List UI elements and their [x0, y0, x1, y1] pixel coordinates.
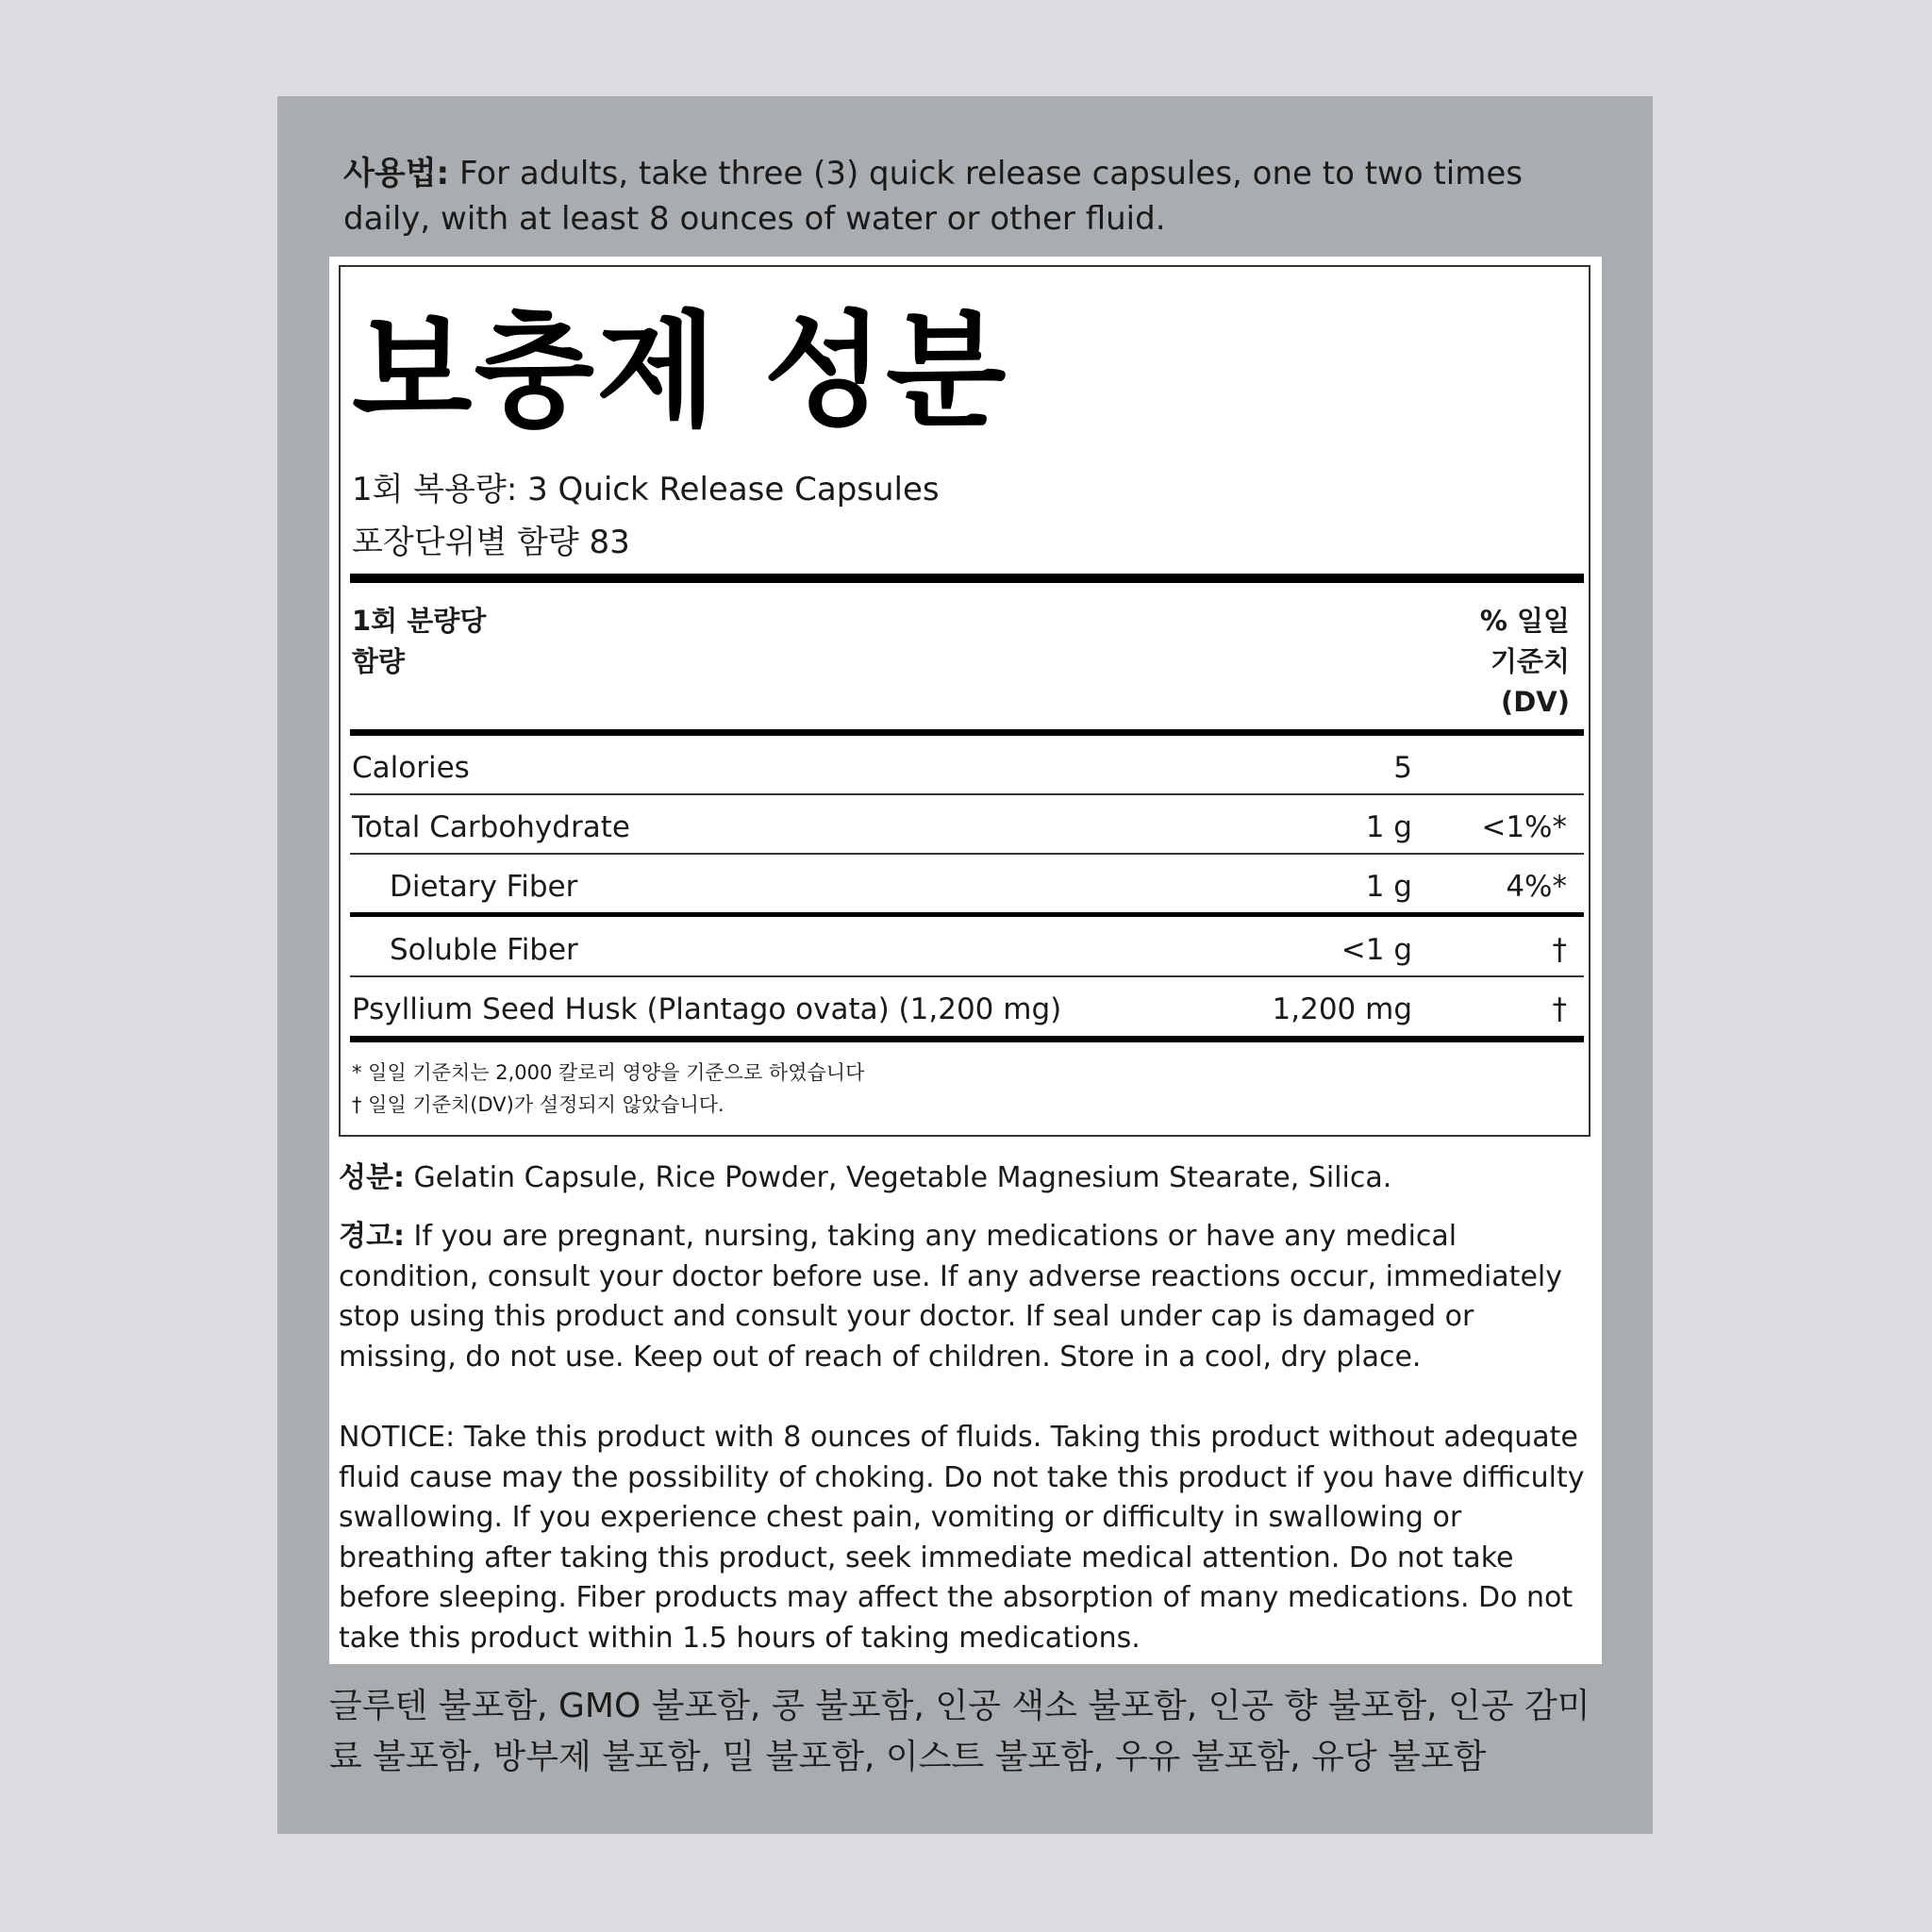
nutrient-name: Calories	[352, 751, 470, 785]
nutrient-amount: 1 g	[1365, 870, 1412, 904]
warning-label: 경고:	[339, 1220, 405, 1253]
facts-row	[350, 858, 1584, 916]
thick-divider-top	[350, 574, 1584, 583]
nutrient-dv: 4%*	[1506, 870, 1567, 904]
directions	[343, 151, 1598, 242]
nutrient-amount: 1 g	[1365, 810, 1412, 844]
header-left-line2: 함량	[352, 645, 406, 677]
supplement-facts-box	[339, 265, 1591, 1137]
nutrient-name: Psyllium Seed Husk (Plantago ovata) (1,200 mg)	[352, 992, 1062, 1026]
row-divider	[350, 793, 1584, 795]
warning-text: If you are pregnant, nursing, taking any medications or have any medical condition, consult your doctor before use. If any adverse reactions occur, immediately stop using this product and consult your doctor. If seal under cap is damaged or missing, do not use. Keep out of reach of children. Store in a cool, dry place.	[339, 1220, 1562, 1374]
footnote-daily-value: * 일일 기준치는 2,000 칼로리 영양을 기준으로 하였습니다	[352, 1061, 865, 1084]
facts-title: 보충제 성분	[352, 299, 1008, 444]
ingredients	[339, 1158, 1593, 1199]
header-right-line2: 기준치	[1490, 645, 1570, 677]
ingredients-label: 성분:	[339, 1161, 405, 1194]
nutrient-name: Dietary Fiber	[390, 870, 578, 904]
thick-divider-header	[350, 729, 1584, 736]
nutrient-amount: <1 g	[1341, 933, 1412, 967]
nutrient-amount: 5	[1393, 751, 1412, 785]
free-from-statement: 글루텐 불포함, GMO 불포함, 콩 불포함, 인공 색소 불포함, 인공 향 불포함, 인공 감미료 불포함, 방부제 불포함, 밀 불포함, 이스트 불포함, 우유 불포함, 유당 불포함	[329, 1687, 1591, 1776]
notice: NOTICE: Take this product with 8 ounces of fluids. Taking this product without adequate fluid cause may the possibility of choking. Do not take this product if you have difficulty swallowing. If you experience chest pain, vomiting or difficulty in swallowing or breathing after taking this product, seek immediate medical attention. Do not take before sleeping. Fiber products may affect the absorption of many medications. Do not take this product within 1.5 hours of taking medications.	[339, 1421, 1585, 1655]
header-right-line3: (DV)	[1500, 686, 1570, 718]
nutrient-name: Total Carbohydrate	[352, 810, 630, 844]
amount-per-serving-header	[352, 601, 486, 682]
daily-value-header	[1480, 601, 1570, 723]
warning	[339, 1217, 1593, 1377]
facts-row	[350, 739, 1584, 797]
thick-divider-bottom	[350, 1036, 1584, 1042]
footnote-not-established: † 일일 기준치(DV)가 설정되지 않았습니다.	[352, 1093, 724, 1116]
directions-text: For adults, take three (3) quick release capsules, one to two times daily, with at least 8 ounces of water or other fluid.	[343, 155, 1523, 238]
row-divider	[350, 853, 1584, 855]
header-left-line1: 1회 분량당	[352, 605, 487, 637]
serving-size: 1회 복용량: 3 Quick Release Capsules	[352, 471, 940, 508]
nutrient-dv: †	[1552, 933, 1567, 967]
header-right-line1: % 일일	[1479, 605, 1570, 637]
facts-row	[350, 921, 1584, 979]
servings-per-container: 포장단위별 함량 83	[352, 524, 630, 561]
facts-row	[350, 980, 1584, 1039]
nutrient-amount: 1,200 mg	[1272, 992, 1412, 1026]
facts-row	[350, 798, 1584, 857]
row-divider	[350, 975, 1584, 977]
ingredients-text: Gelatin Capsule, Rice Powder, Vegetable Magnesium Stearate, Silica.	[413, 1161, 1392, 1194]
nutrient-dv: <1%*	[1481, 810, 1567, 844]
directions-label: 사용법:	[343, 155, 450, 192]
nutrient-name: Soluble Fiber	[390, 933, 578, 967]
thick-divider-fiber	[350, 912, 1584, 917]
nutrient-dv: †	[1552, 992, 1567, 1026]
